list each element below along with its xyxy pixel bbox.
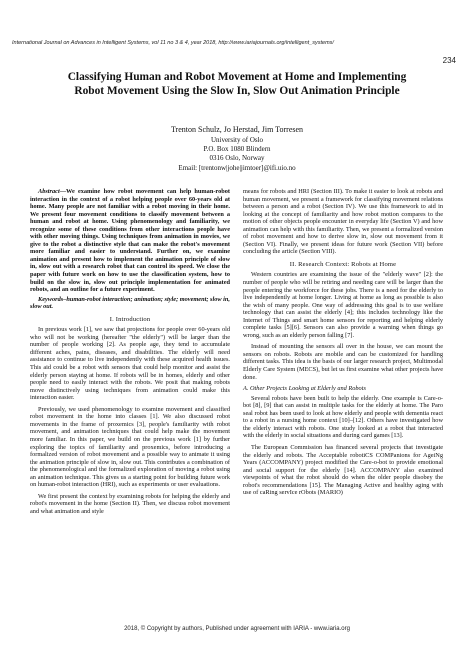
paper-title — [20, 70, 454, 98]
intro-continuation: means for robots and HRI (Section III). To make it easier to look at robots and human movement, we present a framework for classifying movement relations between a person and a robot (Section IV). We use this framework to aid in looking at the concept of familiarity and how robot motion compares to the motion of other objects people encounter in everyday life (Section V) and how animation can help with this familiarity. Then, we present a formalized version of robot movement and how to derive slow in, slow out movement from it (Section VI). Finally, we present ideas for future work (Section VII) before concluding the article (Section VIII). — [243, 188, 443, 256]
right-column — [243, 188, 443, 497]
keywords: Keywords–human-robot interaction; animation; style; movement; slow in, slow out. — [30, 295, 230, 311]
abstract — [30, 188, 230, 294]
intro-paragraph-2: Previously, we used phenomenology to examine movement and classified robot movement in the home into classes [1]. We also discussed robot movements in the frame of proxemics [3], people's familiarity with robot movement, and animation techniques that could help make the movement more familiar. In this paper, we build on the previous work [1] by further exploring the topics of familiarity and proxemics, before introducing a formalized version of robot movement and a possible way to animate it using the animation principle of slow in, slow out. This contributes a combination of the phenomenological and the formalized exploration of moving a robot using an animation technique. This gives us a starting point for building future work on human-robot interaction (HRI), such as experiments or user evaluations. — [30, 405, 230, 489]
context-paragraph-1: Western countries are examining the issue of the "elderly wave" [2]: the number of people who will be retiring and needing care will be larger than the people entering the workforce for these jobs. There is a need for the elderly to live independently at home longer. Living at home as long as possible is also the wish of many people. One way of addressing this goal is to use welfare technology that can assist the elderly [4]; this includes technology like the Internet of Things and smart home sensors for reporting and helping elderly complete tasks [5][6]. Sensors can also provide a warning when things go wrong, such as an elderly person falling [7]. — [243, 271, 443, 339]
title-line-1: Classifying Human and Robot Movement at Home and Implementing — [67, 71, 407, 83]
affiliation-university: University of Oslo — [210, 136, 264, 144]
abstract-text: —We examine how robot movement can help human-robot interaction in the context of a robot helping people over 60-years old at home. Many people are not familiar with a robot moving in their home. We present four movement conditions to classify movement between a human and robot at home. Using phenomenology and familiarity, we recognize some of these conditions from other interactions people have with other moving things. Using techniques from animation in movies, we give to the robot a distinctive style that can make the robot's movement more familiar and easier to understand. Further on, we examine animation and present how to implement the animation principle of slow in, slow out with a research robot that can control its speed. We close the paper with future work on how to use the classification system, how to build on the slow in, slow out principle implementation for animated robots, and an outline for a future experiment. — [30, 188, 230, 294]
section-heading-research-context: II. Research Context: Robots at Home — [289, 260, 397, 268]
intro-paragraph-1: In previous work [1], we saw that projections for people over 60-years old who will not be working (hereafter "the elderly") will be larger than the number of people working [2]. As people age, they tend to accumulate different aches, pains, diseases, and disabilities. The elderly will need assistance to continue to live independently with these acquired health issues. This aid could be a robot with sensors that could help monitor and assist the elderly person staying at home. If robots will be in homes, elderly and other people need to easily interact with the robots. We posit that making robots move distinctively using techniques from animation could make this interaction easier. — [30, 326, 230, 402]
copyright-footer: 2018, © Copyright by authors, Published under agreement with IARIA - www.iaria.org — [124, 626, 350, 632]
section-heading-introduction: I. Introduction — [109, 315, 151, 323]
author-email: Email: [trentonw|johe|jimtoer]@ifi.uio.no — [178, 163, 296, 172]
context-paragraph-2: Instead of mounting the sensors all over in the house, we can mount the sensors on robots. Robots are mobile and can be customized for handling different tasks. This idea is the basis of our larger research project, Multimodal Elderly Care System (MECS), but let us first examine what other projects have done. — [243, 343, 443, 381]
other-projects-paragraph-2: The European Commission has financed several projects that investigate the elderly and robots. The Acceptable robotiCS COMPanions for AgeiNg Years (ACCOMPANY) project modified the Care-o-bot to provide emotional and social support for the elderly [14]. ACCOMPANY also examined viewpoints of what the robot should do when the older people disobey the robot's recommendations [15]. The Managing Active and healthy aging with use of caRing servIce rObots (MARIO) — [243, 443, 443, 497]
other-projects-paragraph-1: Several robots have been built to help the elderly. One example is Care-o-bot [8], [9] that can assist in multiple tasks for the elderly at home. The Paro seal robot has been used to look at how elderly and people with dementia react to a robot in a nursing home context [10]–[12]. Others have investigated how the elderly interact with robots. One study looked at a robot that interacted with the elderly in social situations and during card games [13]. — [243, 394, 443, 440]
abstract-lead: Abstract — [38, 188, 60, 195]
subsection-heading-other-projects: A. Other Projects Looking at Elderly and Robots — [243, 385, 366, 393]
title-line-2: Robot Movement Using the Slow In, Slow Out Animation Principle — [74, 85, 400, 97]
left-column — [30, 188, 230, 515]
page-number: 234 — [442, 56, 456, 65]
journal-header: International Journal on Advances in Intelligent Systems, vol 11 no 3 & 4, year 2018, http://www.iariajournals.org/intelligent_systems/ — [12, 40, 334, 46]
affiliation-city: 0316 Oslo, Norway — [209, 154, 265, 163]
affiliation-address: P.O. Box 1080 Blindern — [203, 145, 271, 154]
author-names: Trenton Schulz, Jo Herstad, Jim Torresen — [170, 125, 304, 134]
intro-paragraph-3: We first present the context by examining robots for helping the elderly and robot's movement in the home (Section II). Then, we discuss robot movement and what animation and style — [30, 492, 230, 515]
author-block — [20, 124, 454, 173]
